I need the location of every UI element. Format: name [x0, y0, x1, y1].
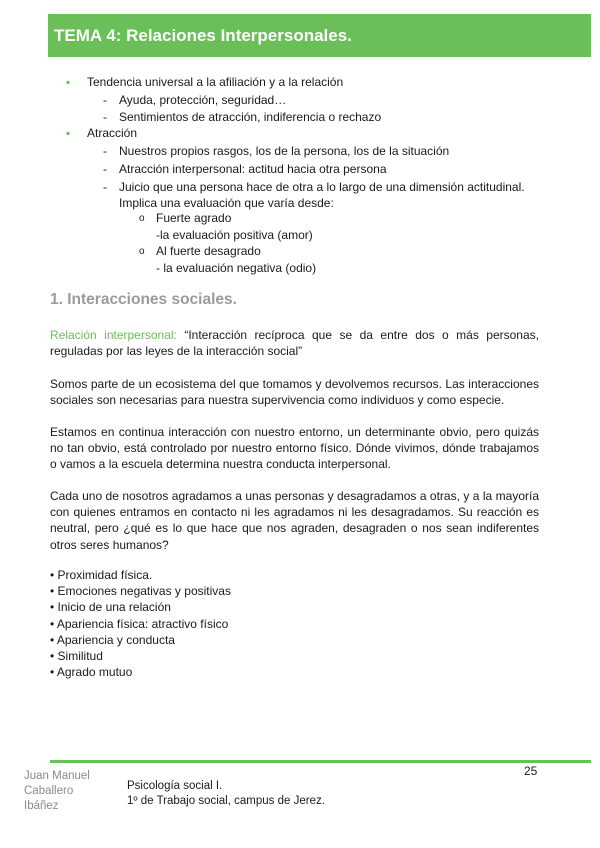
author-line: Ibáñez [24, 800, 59, 812]
author-line: Juan Manuel [24, 770, 90, 782]
outline-sub-item: Juicio que una persona hace de otra a lo largo de una dimensión actitudinal. [119, 180, 525, 194]
level-detail: -la evaluación positiva (amor) [156, 228, 313, 242]
outline-bullet-1: Tendencia universal a la afiliación y a la relación [87, 75, 344, 89]
definition-paragraph [50, 327, 539, 359]
outline-bullet-2: Atracción [87, 126, 138, 140]
dash-marker: - [103, 180, 107, 194]
circle-marker: o [139, 213, 145, 224]
list-item: • Agrado mutuo [50, 665, 133, 680]
page-number: 25 [524, 764, 538, 778]
factors-list [50, 567, 231, 680]
level-label: Fuerte agrado [156, 211, 232, 225]
outline-sub-item: Atracción interpersonal: actitud hacia otra persona [119, 162, 387, 176]
level-label: Al fuerte desagrado [156, 244, 261, 258]
dash-marker: - [103, 162, 107, 176]
outline-sub-item: Sentimientos de atracción, indiferencia o rechazo [119, 110, 382, 124]
footer-course [127, 779, 325, 809]
outline-sub-item: Ayuda, protección, seguridad… [119, 93, 287, 107]
degree-name: 1º de Trabajo social, campus de Jerez. [127, 795, 325, 807]
outline-sub-item-continued: Implica una evaluación que varía desde: [119, 196, 334, 210]
list-item: • Similitud [50, 649, 103, 664]
dash-marker: - [103, 110, 107, 124]
dash-marker: - [103, 144, 107, 158]
list-item: • Emociones negativas y positivas [50, 584, 231, 599]
course-name: Psicología social I. [127, 780, 223, 792]
body-paragraph: Somos parte de un ecosistema del que tomamos y devolvemos recursos. Las interacciones sociales son necesarias para nuestra supervivencia como individuos y como especie. [50, 377, 539, 408]
footer-author [24, 769, 90, 814]
footer-divider [50, 760, 591, 763]
definition-text: “Interacción recíproca que se da entre dos o más personas, reguladas por las leyes de la interacción social” [50, 328, 539, 359]
list-item: • Proximidad física. [50, 568, 153, 582]
bullet-marker: ▪ [66, 75, 71, 89]
dash-marker: - [103, 93, 107, 107]
outline-sub-item: Nuestros propios rasgos, los de la persona, los de la situación [119, 144, 450, 158]
level-detail: - la evaluación negativa (odio) [156, 261, 317, 275]
list-item: • Apariencia física: atractivo físico [50, 616, 229, 631]
circle-marker: o [139, 246, 145, 257]
list-item: • Apariencia y conducta [50, 632, 175, 647]
author-line: Caballero [24, 785, 74, 797]
definition-term: Relación interpersonal: [50, 328, 177, 342]
body-paragraph: Cada uno de nosotros agradamos a unas personas y desagradamos a otras, y a la mayoría con quienes entramos en contacto ni les agradamos ni les desagradamos. Su reacción es neutral, pero ¿qué es lo que hace que nos agraden, desagraden o nos sean indiferentes otros seres humanos? [50, 489, 539, 552]
section-heading: 1. Interacciones sociales. [50, 291, 237, 308]
body-paragraph: Estamos en continua interacción con nuestro entorno, un determinante obvio, pero quizás no tan obvio, está controlado por nuestro entorno físico. Dónde vivimos, dónde trabajamos o vamos a la escuela determina nuestra conducta interpersonal. [50, 425, 539, 472]
page-title: TEMA 4: Relaciones Interpersonales. [48, 14, 591, 57]
bullet-marker: ▪ [66, 126, 71, 140]
list-item: • Inicio de una relación [50, 600, 171, 615]
